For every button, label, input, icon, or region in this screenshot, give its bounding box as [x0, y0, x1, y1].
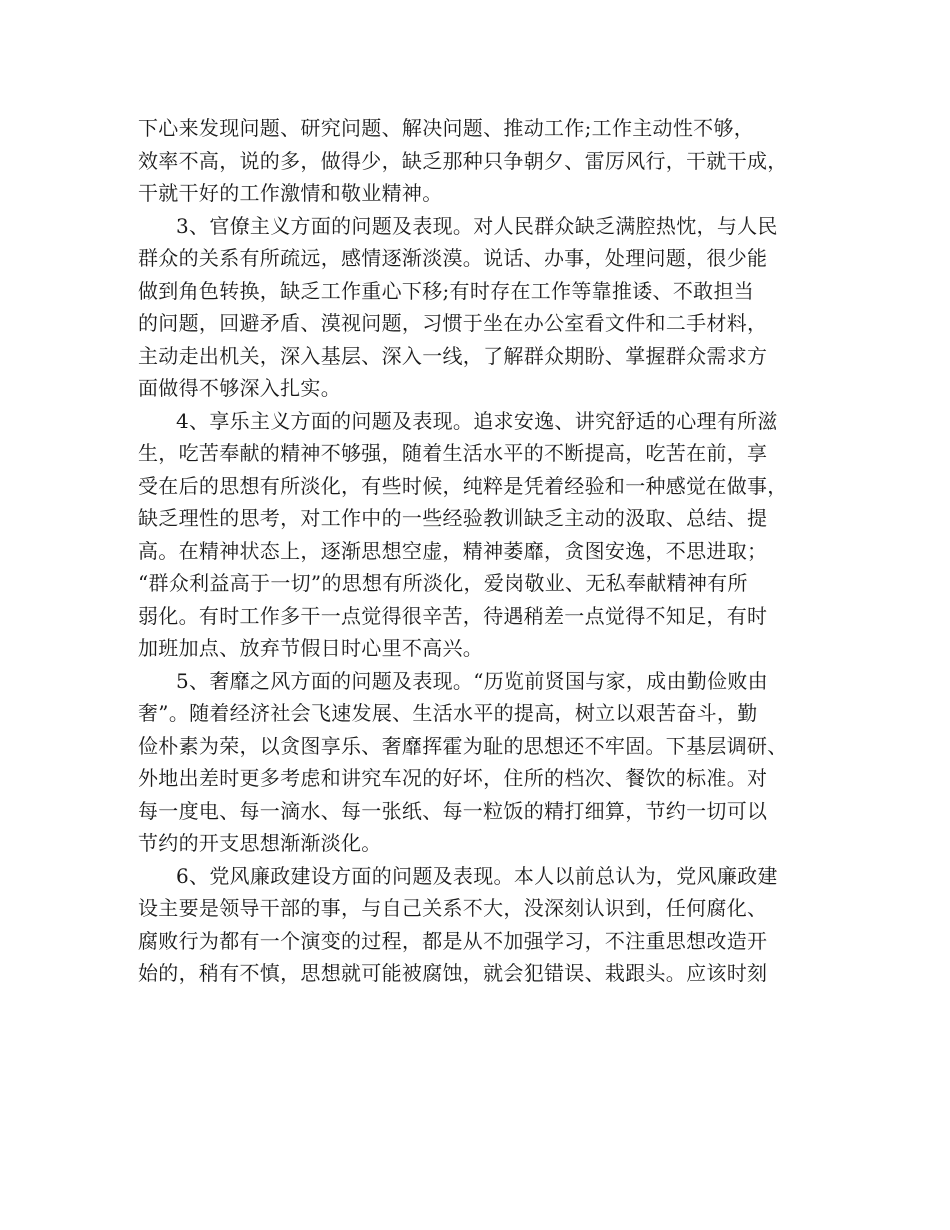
text-line: “群众利益高于一切”的思想有所淡化，爱岗敬业、无私奉献精神有所 — [138, 571, 748, 595]
text-line: 加班加点、放弃节假日时心里不高兴。 — [138, 636, 484, 660]
document-body — [138, 112, 828, 990]
text-line: 干就干好的工作激情和敬业精神。 — [138, 181, 443, 205]
text-line: 节约的开支思想渐渐淡化。 — [138, 831, 382, 855]
text-line: 效率不高，说的多，做得少，缺乏那种只争朝夕、雷厉风行，干就干成， — [138, 148, 788, 173]
paragraph-start-line: 3、官僚主义方面的问题及表现。对人民群众缺乏满腔热忱，与人民 — [176, 213, 778, 238]
text-line: 群众的关系有所疏远，感情逐渐淡漠。说话、办事，处理问题，很少能 — [138, 246, 768, 270]
text-line: 奢”。随着经济社会飞速发展、生活水平的提高，树立以艰苦奋斗，勤 — [138, 701, 758, 725]
text-line: 腐败行为都有一个演变的过程，都是从不加强学习，不注重思想改造开 — [138, 928, 768, 953]
text-line: 主动走出机关，深入基层、深入一线，了解群众期盼、掌握群众需求方 — [138, 343, 768, 368]
text-line: 高。在精神状态上，逐渐思想空虚，精神萎靡，贪图安逸，不思进取； — [138, 538, 768, 563]
text-line: 的问题，回避矛盾、漠视问题，习惯于坐在办公室看文件和二手材料， — [138, 311, 768, 335]
paragraph-start-line: 6、党风廉政建设方面的问题及表现。本人以前总认为，党风廉政建 — [176, 863, 778, 888]
text-line: 面做得不够深入扎实。 — [138, 376, 341, 400]
text-line: 生，吃苦奉献的精神不够强，随着生活水平的不断提高，吃苦在前，享 — [138, 441, 768, 465]
text-line: 弱化。有时工作多干一点觉得很辛苦，待遇稍差一点觉得不知足，有时 — [138, 603, 768, 628]
text-line: 始的，稍有不慎，思想就可能被腐蚀，就会犯错误、栽跟头。应该时刻 — [138, 961, 768, 985]
text-line: 缺乏理性的思考，对工作中的一些经验教训缺乏主动的汲取、总结、提 — [138, 506, 768, 530]
text-line: 设主要是领导干部的事，与自己关系不大，没深刻认识到，任何腐化、 — [138, 896, 768, 920]
paragraph-start-line: 4、享乐主义方面的问题及表现。追求安逸、讲究舒适的心理有所滋 — [176, 408, 778, 433]
text-line: 下心来发现问题、研究问题、解决问题、推动工作;工作主动性不够， — [138, 116, 755, 140]
paragraph-start-line: 5、奢靡之风方面的问题及表现。“历览前贤国与家，成由勤俭败由 — [176, 668, 768, 693]
text-line: 做到角色转换，缺乏工作重心下移;有时存在工作等靠推诿、不敢担当 — [138, 278, 755, 303]
text-line: 受在后的思想有所淡化，有些时候，纯粹是凭着经验和一种感觉在做事， — [138, 473, 788, 498]
text-line: 外地出差时更多考虑和讲究车况的好坏，住所的档次、餐饮的标准。对 — [138, 766, 768, 790]
text-line: 每一度电、每一滴水、每一张纸、每一粒饭的精打细算，节约一切可以 — [138, 798, 768, 823]
text-line: 俭朴素为荣，以贪图享乐、奢靡挥霍为耻的思想还不牢固。下基层调研、 — [138, 733, 788, 758]
